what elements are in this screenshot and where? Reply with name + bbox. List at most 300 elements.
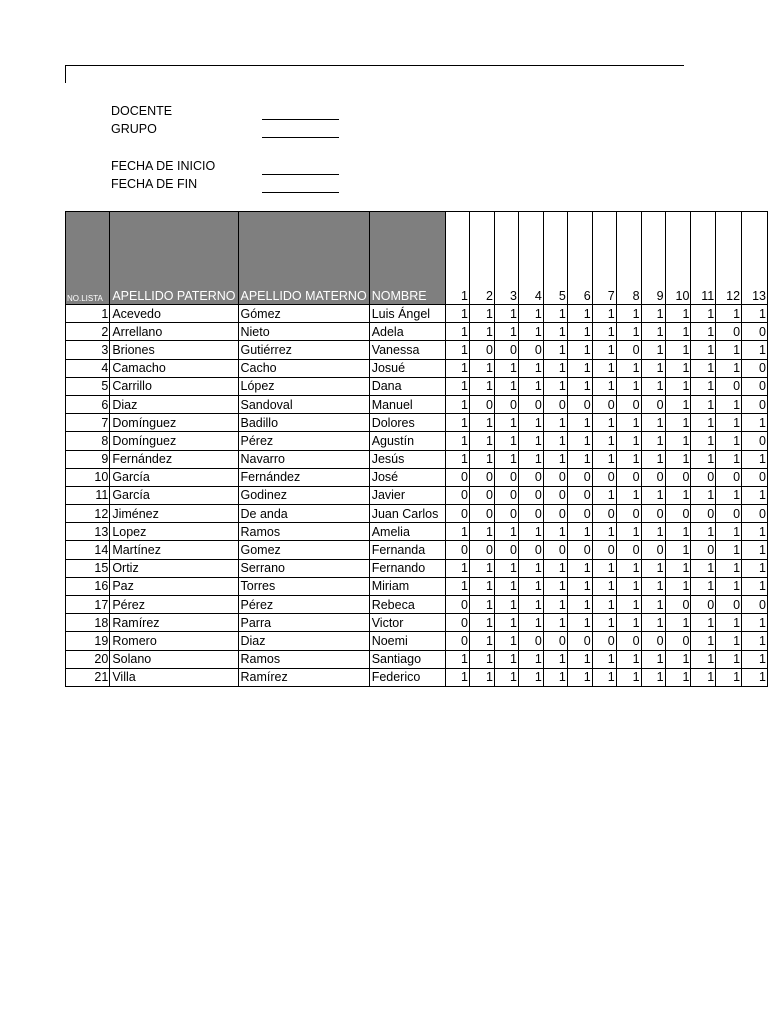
cell-no-lista[interactable]: 9 [66, 450, 110, 468]
cell-attendance-mark[interactable]: 1 [518, 450, 543, 468]
cell-attendance-mark[interactable]: 1 [742, 650, 768, 668]
cell-attendance-mark[interactable]: 0 [445, 468, 469, 486]
cell-attendance-mark[interactable]: 1 [518, 596, 543, 614]
cell-attendance-mark[interactable]: 1 [691, 432, 716, 450]
column-header-day[interactable]: 5 [543, 212, 567, 305]
cell-attendance-mark[interactable]: 1 [445, 341, 469, 359]
cell-attendance-mark[interactable]: 0 [470, 541, 495, 559]
cell-apellido-materno[interactable]: Cacho [238, 359, 369, 377]
column-header-day[interactable]: 9 [641, 212, 665, 305]
cell-attendance-mark[interactable]: 0 [567, 468, 592, 486]
cell-attendance-mark[interactable]: 1 [616, 305, 641, 323]
cell-attendance-mark[interactable]: 0 [445, 614, 469, 632]
cell-attendance-mark[interactable]: 0 [742, 359, 768, 377]
cell-apellido-materno[interactable]: Ramos [238, 650, 369, 668]
cell-apellido-materno[interactable]: Gómez [238, 305, 369, 323]
cell-attendance-mark[interactable]: 0 [494, 541, 518, 559]
cell-no-lista[interactable]: 2 [66, 323, 110, 341]
cell-attendance-mark[interactable]: 1 [665, 450, 691, 468]
cell-attendance-mark[interactable]: 0 [616, 468, 641, 486]
cell-attendance-mark[interactable]: 1 [543, 523, 567, 541]
cell-attendance-mark[interactable]: 1 [543, 559, 567, 577]
cell-attendance-mark[interactable]: 1 [567, 450, 592, 468]
cell-attendance-mark[interactable]: 1 [470, 305, 495, 323]
cell-attendance-mark[interactable]: 1 [691, 632, 716, 650]
cell-attendance-mark[interactable]: 0 [470, 505, 495, 523]
cell-attendance-mark[interactable]: 1 [691, 305, 716, 323]
cell-attendance-mark[interactable]: 1 [567, 523, 592, 541]
cell-attendance-mark[interactable]: 1 [494, 632, 518, 650]
column-header-day[interactable]: 7 [592, 212, 616, 305]
cell-apellido-materno[interactable]: Pérez [238, 596, 369, 614]
cell-attendance-mark[interactable]: 1 [592, 596, 616, 614]
cell-attendance-mark[interactable]: 1 [543, 614, 567, 632]
cell-attendance-mark[interactable]: 1 [592, 341, 616, 359]
cell-nombre[interactable]: Victor [369, 614, 445, 632]
cell-attendance-mark[interactable]: 1 [665, 668, 691, 686]
cell-no-lista[interactable]: 6 [66, 395, 110, 413]
cell-attendance-mark[interactable]: 1 [543, 577, 567, 595]
cell-attendance-mark[interactable]: 1 [445, 395, 469, 413]
cell-attendance-mark[interactable]: 0 [592, 505, 616, 523]
cell-attendance-mark[interactable]: 1 [616, 414, 641, 432]
cell-attendance-mark[interactable]: 0 [518, 468, 543, 486]
cell-attendance-mark[interactable]: 1 [445, 668, 469, 686]
cell-attendance-mark[interactable]: 1 [691, 341, 716, 359]
cell-apellido-paterno[interactable]: Martínez [110, 541, 238, 559]
cell-attendance-mark[interactable]: 0 [716, 468, 742, 486]
cell-attendance-mark[interactable]: 1 [445, 523, 469, 541]
cell-apellido-paterno[interactable]: Paz [110, 577, 238, 595]
cell-apellido-paterno[interactable]: Camacho [110, 359, 238, 377]
cell-attendance-mark[interactable]: 1 [616, 559, 641, 577]
cell-no-lista[interactable]: 11 [66, 486, 110, 504]
cell-attendance-mark[interactable]: 1 [716, 668, 742, 686]
cell-attendance-mark[interactable]: 0 [494, 341, 518, 359]
cell-attendance-mark[interactable]: 1 [543, 377, 567, 395]
cell-attendance-mark[interactable]: 1 [716, 305, 742, 323]
cell-apellido-paterno[interactable]: Briones [110, 341, 238, 359]
cell-attendance-mark[interactable]: 1 [494, 432, 518, 450]
cell-attendance-mark[interactable]: 0 [592, 468, 616, 486]
cell-attendance-mark[interactable]: 1 [641, 559, 665, 577]
cell-attendance-mark[interactable]: 1 [470, 377, 495, 395]
cell-attendance-mark[interactable]: 1 [518, 305, 543, 323]
cell-apellido-materno[interactable]: Ramírez [238, 668, 369, 686]
cell-attendance-mark[interactable]: 1 [742, 523, 768, 541]
cell-attendance-mark[interactable]: 1 [641, 341, 665, 359]
cell-nombre[interactable]: Miriam [369, 577, 445, 595]
cell-attendance-mark[interactable]: 1 [691, 395, 716, 413]
cell-no-lista[interactable]: 7 [66, 414, 110, 432]
cell-attendance-mark[interactable]: 0 [616, 395, 641, 413]
cell-attendance-mark[interactable]: 1 [470, 359, 495, 377]
cell-attendance-mark[interactable]: 1 [518, 650, 543, 668]
cell-attendance-mark[interactable]: 1 [518, 614, 543, 632]
cell-attendance-mark[interactable]: 0 [691, 541, 716, 559]
cell-attendance-mark[interactable]: 1 [592, 414, 616, 432]
cell-attendance-mark[interactable]: 1 [592, 486, 616, 504]
cell-attendance-mark[interactable]: 1 [665, 486, 691, 504]
cell-apellido-materno[interactable]: Diaz [238, 632, 369, 650]
cell-attendance-mark[interactable]: 1 [567, 359, 592, 377]
cell-attendance-mark[interactable]: 1 [543, 341, 567, 359]
column-header-day[interactable]: 3 [494, 212, 518, 305]
cell-attendance-mark[interactable]: 1 [494, 523, 518, 541]
cell-attendance-mark[interactable]: 1 [641, 450, 665, 468]
column-header-day[interactable]: 2 [470, 212, 495, 305]
fecha-inicio-field[interactable] [262, 174, 339, 175]
cell-attendance-mark[interactable]: 1 [616, 650, 641, 668]
cell-no-lista[interactable]: 14 [66, 541, 110, 559]
cell-attendance-mark[interactable]: 1 [592, 450, 616, 468]
cell-apellido-materno[interactable]: Nieto [238, 323, 369, 341]
cell-attendance-mark[interactable]: 1 [665, 305, 691, 323]
cell-nombre[interactable]: Noemi [369, 632, 445, 650]
cell-attendance-mark[interactable]: 0 [543, 486, 567, 504]
cell-attendance-mark[interactable]: 1 [445, 650, 469, 668]
cell-attendance-mark[interactable]: 1 [470, 577, 495, 595]
cell-attendance-mark[interactable]: 1 [592, 305, 616, 323]
cell-attendance-mark[interactable]: 1 [665, 614, 691, 632]
cell-attendance-mark[interactable]: 1 [742, 486, 768, 504]
cell-attendance-mark[interactable]: 1 [494, 559, 518, 577]
cell-attendance-mark[interactable]: 0 [742, 395, 768, 413]
cell-attendance-mark[interactable]: 1 [716, 614, 742, 632]
cell-no-lista[interactable]: 4 [66, 359, 110, 377]
cell-attendance-mark[interactable]: 1 [691, 523, 716, 541]
cell-attendance-mark[interactable]: 0 [716, 596, 742, 614]
cell-attendance-mark[interactable]: 1 [691, 377, 716, 395]
cell-attendance-mark[interactable]: 1 [567, 614, 592, 632]
cell-attendance-mark[interactable]: 1 [691, 668, 716, 686]
cell-attendance-mark[interactable]: 0 [567, 486, 592, 504]
cell-nombre[interactable]: Dolores [369, 414, 445, 432]
cell-apellido-paterno[interactable]: García [110, 468, 238, 486]
cell-attendance-mark[interactable]: 0 [445, 632, 469, 650]
cell-apellido-paterno[interactable]: García [110, 486, 238, 504]
cell-attendance-mark[interactable]: 0 [470, 486, 495, 504]
cell-attendance-mark[interactable]: 1 [494, 305, 518, 323]
cell-attendance-mark[interactable]: 0 [641, 395, 665, 413]
cell-apellido-materno[interactable]: Godinez [238, 486, 369, 504]
cell-attendance-mark[interactable]: 1 [470, 614, 495, 632]
cell-apellido-materno[interactable]: De anda [238, 505, 369, 523]
cell-attendance-mark[interactable]: 1 [592, 523, 616, 541]
cell-attendance-mark[interactable]: 1 [641, 596, 665, 614]
cell-attendance-mark[interactable]: 1 [641, 359, 665, 377]
fecha-fin-field[interactable] [262, 192, 339, 193]
cell-nombre[interactable]: Fernando [369, 559, 445, 577]
cell-attendance-mark[interactable]: 1 [518, 377, 543, 395]
cell-attendance-mark[interactable]: 1 [665, 577, 691, 595]
cell-attendance-mark[interactable]: 0 [543, 468, 567, 486]
cell-attendance-mark[interactable]: 1 [616, 486, 641, 504]
cell-attendance-mark[interactable]: 1 [445, 359, 469, 377]
cell-attendance-mark[interactable]: 1 [742, 541, 768, 559]
cell-apellido-paterno[interactable]: Carrillo [110, 377, 238, 395]
cell-attendance-mark[interactable]: 0 [543, 632, 567, 650]
cell-attendance-mark[interactable]: 1 [470, 450, 495, 468]
column-header-apellido-materno[interactable]: APELLIDO MATERNO [238, 212, 369, 305]
cell-attendance-mark[interactable]: 1 [470, 650, 495, 668]
cell-nombre[interactable]: José [369, 468, 445, 486]
cell-attendance-mark[interactable]: 1 [494, 450, 518, 468]
cell-attendance-mark[interactable]: 1 [665, 359, 691, 377]
cell-attendance-mark[interactable]: 0 [470, 468, 495, 486]
cell-attendance-mark[interactable]: 1 [716, 632, 742, 650]
cell-attendance-mark[interactable]: 0 [445, 505, 469, 523]
cell-attendance-mark[interactable]: 0 [518, 632, 543, 650]
cell-attendance-mark[interactable]: 1 [494, 596, 518, 614]
cell-nombre[interactable]: Agustín [369, 432, 445, 450]
cell-attendance-mark[interactable]: 0 [518, 505, 543, 523]
cell-attendance-mark[interactable]: 1 [445, 377, 469, 395]
cell-attendance-mark[interactable]: 1 [494, 377, 518, 395]
cell-apellido-materno[interactable]: López [238, 377, 369, 395]
cell-attendance-mark[interactable]: 0 [518, 486, 543, 504]
cell-attendance-mark[interactable]: 0 [691, 596, 716, 614]
column-header-no-lista[interactable]: NO.LISTA [66, 212, 110, 305]
cell-attendance-mark[interactable]: 1 [543, 650, 567, 668]
cell-nombre[interactable]: Amelia [369, 523, 445, 541]
cell-attendance-mark[interactable]: 1 [742, 414, 768, 432]
cell-attendance-mark[interactable]: 1 [641, 486, 665, 504]
cell-attendance-mark[interactable]: 1 [616, 668, 641, 686]
cell-attendance-mark[interactable]: 0 [742, 377, 768, 395]
cell-apellido-materno[interactable]: Fernández [238, 468, 369, 486]
cell-attendance-mark[interactable]: 1 [567, 414, 592, 432]
cell-attendance-mark[interactable]: 1 [543, 359, 567, 377]
cell-attendance-mark[interactable]: 1 [691, 559, 716, 577]
cell-attendance-mark[interactable]: 1 [691, 577, 716, 595]
cell-apellido-paterno[interactable]: Solano [110, 650, 238, 668]
cell-attendance-mark[interactable]: 1 [616, 377, 641, 395]
cell-attendance-mark[interactable]: 1 [470, 668, 495, 686]
cell-attendance-mark[interactable]: 1 [567, 559, 592, 577]
cell-attendance-mark[interactable]: 0 [445, 541, 469, 559]
column-header-day[interactable]: 4 [518, 212, 543, 305]
cell-attendance-mark[interactable]: 1 [665, 377, 691, 395]
cell-no-lista[interactable]: 8 [66, 432, 110, 450]
cell-attendance-mark[interactable]: 1 [518, 668, 543, 686]
cell-attendance-mark[interactable]: 1 [641, 614, 665, 632]
cell-attendance-mark[interactable]: 1 [691, 414, 716, 432]
column-header-day[interactable]: 11 [691, 212, 716, 305]
cell-attendance-mark[interactable]: 1 [470, 596, 495, 614]
cell-attendance-mark[interactable]: 1 [567, 596, 592, 614]
cell-apellido-paterno[interactable]: Fernández [110, 450, 238, 468]
cell-attendance-mark[interactable]: 1 [518, 432, 543, 450]
cell-attendance-mark[interactable]: 1 [742, 559, 768, 577]
cell-no-lista[interactable]: 1 [66, 305, 110, 323]
cell-nombre[interactable]: Jesús [369, 450, 445, 468]
cell-attendance-mark[interactable]: 0 [742, 323, 768, 341]
cell-attendance-mark[interactable]: 1 [641, 414, 665, 432]
docente-field[interactable] [262, 119, 339, 120]
cell-attendance-mark[interactable]: 1 [543, 668, 567, 686]
cell-attendance-mark[interactable]: 1 [616, 359, 641, 377]
cell-apellido-materno[interactable]: Pérez [238, 432, 369, 450]
cell-attendance-mark[interactable]: 1 [641, 650, 665, 668]
cell-attendance-mark[interactable]: 0 [567, 541, 592, 559]
cell-attendance-mark[interactable]: 1 [494, 414, 518, 432]
cell-apellido-materno[interactable]: Badillo [238, 414, 369, 432]
cell-nombre[interactable]: Javier [369, 486, 445, 504]
cell-apellido-materno[interactable]: Serrano [238, 559, 369, 577]
cell-attendance-mark[interactable]: 1 [518, 523, 543, 541]
cell-attendance-mark[interactable]: 1 [518, 414, 543, 432]
cell-attendance-mark[interactable]: 0 [641, 505, 665, 523]
cell-attendance-mark[interactable]: 1 [445, 323, 469, 341]
cell-attendance-mark[interactable]: 0 [616, 632, 641, 650]
cell-attendance-mark[interactable]: 0 [716, 323, 742, 341]
cell-no-lista[interactable]: 19 [66, 632, 110, 650]
cell-attendance-mark[interactable]: 1 [470, 632, 495, 650]
cell-attendance-mark[interactable]: 1 [567, 305, 592, 323]
cell-attendance-mark[interactable]: 1 [543, 596, 567, 614]
cell-attendance-mark[interactable]: 0 [641, 468, 665, 486]
cell-nombre[interactable]: Vanessa [369, 341, 445, 359]
cell-attendance-mark[interactable]: 1 [592, 432, 616, 450]
cell-attendance-mark[interactable]: 1 [665, 432, 691, 450]
cell-attendance-mark[interactable]: 1 [665, 323, 691, 341]
cell-attendance-mark[interactable]: 1 [641, 323, 665, 341]
cell-attendance-mark[interactable]: 0 [691, 505, 716, 523]
cell-attendance-mark[interactable]: 1 [616, 432, 641, 450]
cell-attendance-mark[interactable]: 0 [543, 541, 567, 559]
cell-attendance-mark[interactable]: 0 [665, 632, 691, 650]
cell-nombre[interactable]: Josué [369, 359, 445, 377]
cell-attendance-mark[interactable]: 1 [716, 541, 742, 559]
cell-attendance-mark[interactable]: 0 [470, 341, 495, 359]
cell-attendance-mark[interactable]: 1 [716, 577, 742, 595]
cell-attendance-mark[interactable]: 1 [592, 377, 616, 395]
column-header-day[interactable]: 1 [445, 212, 469, 305]
cell-attendance-mark[interactable]: 1 [665, 395, 691, 413]
cell-attendance-mark[interactable]: 1 [567, 377, 592, 395]
cell-attendance-mark[interactable]: 1 [470, 323, 495, 341]
cell-attendance-mark[interactable]: 1 [470, 432, 495, 450]
cell-attendance-mark[interactable]: 0 [567, 395, 592, 413]
cell-attendance-mark[interactable]: 0 [494, 395, 518, 413]
cell-attendance-mark[interactable]: 1 [445, 305, 469, 323]
column-header-day[interactable]: 10 [665, 212, 691, 305]
cell-attendance-mark[interactable]: 0 [494, 486, 518, 504]
cell-attendance-mark[interactable]: 1 [494, 614, 518, 632]
cell-attendance-mark[interactable]: 1 [567, 650, 592, 668]
cell-attendance-mark[interactable]: 0 [716, 377, 742, 395]
cell-attendance-mark[interactable]: 1 [567, 341, 592, 359]
cell-attendance-mark[interactable]: 1 [742, 577, 768, 595]
cell-attendance-mark[interactable]: 1 [641, 577, 665, 595]
cell-apellido-materno[interactable]: Gutiérrez [238, 341, 369, 359]
cell-attendance-mark[interactable]: 1 [716, 450, 742, 468]
cell-no-lista[interactable]: 20 [66, 650, 110, 668]
cell-attendance-mark[interactable]: 1 [592, 668, 616, 686]
cell-attendance-mark[interactable]: 1 [716, 341, 742, 359]
cell-attendance-mark[interactable]: 1 [543, 432, 567, 450]
cell-attendance-mark[interactable]: 1 [543, 450, 567, 468]
cell-attendance-mark[interactable]: 1 [445, 414, 469, 432]
cell-attendance-mark[interactable]: 1 [616, 577, 641, 595]
cell-attendance-mark[interactable]: 0 [494, 505, 518, 523]
cell-no-lista[interactable]: 18 [66, 614, 110, 632]
cell-attendance-mark[interactable]: 1 [494, 650, 518, 668]
cell-attendance-mark[interactable]: 0 [518, 395, 543, 413]
cell-attendance-mark[interactable]: 1 [616, 523, 641, 541]
cell-attendance-mark[interactable]: 0 [518, 541, 543, 559]
cell-attendance-mark[interactable]: 1 [716, 395, 742, 413]
cell-nombre[interactable]: Manuel [369, 395, 445, 413]
cell-no-lista[interactable]: 5 [66, 377, 110, 395]
cell-attendance-mark[interactable]: 1 [494, 668, 518, 686]
cell-attendance-mark[interactable]: 1 [691, 486, 716, 504]
cell-attendance-mark[interactable]: 1 [665, 541, 691, 559]
cell-nombre[interactable]: Rebeca [369, 596, 445, 614]
cell-attendance-mark[interactable]: 0 [641, 541, 665, 559]
cell-attendance-mark[interactable]: 0 [494, 468, 518, 486]
cell-attendance-mark[interactable]: 0 [445, 596, 469, 614]
cell-attendance-mark[interactable]: 1 [691, 614, 716, 632]
cell-apellido-materno[interactable]: Ramos [238, 523, 369, 541]
cell-attendance-mark[interactable]: 0 [641, 632, 665, 650]
cell-attendance-mark[interactable]: 1 [691, 359, 716, 377]
cell-apellido-paterno[interactable]: Pérez [110, 596, 238, 614]
cell-apellido-paterno[interactable]: Diaz [110, 395, 238, 413]
cell-attendance-mark[interactable]: 1 [716, 486, 742, 504]
cell-attendance-mark[interactable]: 1 [445, 450, 469, 468]
cell-attendance-mark[interactable]: 1 [592, 559, 616, 577]
cell-attendance-mark[interactable]: 0 [616, 505, 641, 523]
cell-attendance-mark[interactable]: 0 [665, 596, 691, 614]
cell-attendance-mark[interactable]: 1 [716, 359, 742, 377]
column-header-day[interactable]: 12 [716, 212, 742, 305]
cell-nombre[interactable]: Luis Ángel [369, 305, 445, 323]
cell-attendance-mark[interactable]: 1 [742, 614, 768, 632]
cell-attendance-mark[interactable]: 1 [567, 577, 592, 595]
cell-apellido-paterno[interactable]: Lopez [110, 523, 238, 541]
cell-attendance-mark[interactable]: 1 [543, 414, 567, 432]
cell-attendance-mark[interactable]: 1 [518, 559, 543, 577]
cell-attendance-mark[interactable]: 0 [716, 505, 742, 523]
cell-attendance-mark[interactable]: 1 [470, 559, 495, 577]
cell-apellido-materno[interactable]: Parra [238, 614, 369, 632]
cell-attendance-mark[interactable]: 1 [470, 414, 495, 432]
cell-attendance-mark[interactable]: 1 [742, 668, 768, 686]
cell-attendance-mark[interactable]: 1 [445, 559, 469, 577]
cell-attendance-mark[interactable]: 0 [616, 341, 641, 359]
cell-attendance-mark[interactable]: 0 [543, 395, 567, 413]
cell-attendance-mark[interactable]: 1 [641, 377, 665, 395]
cell-apellido-paterno[interactable]: Acevedo [110, 305, 238, 323]
cell-attendance-mark[interactable]: 1 [592, 323, 616, 341]
cell-no-lista[interactable]: 13 [66, 523, 110, 541]
cell-no-lista[interactable]: 21 [66, 668, 110, 686]
column-header-day[interactable]: 6 [567, 212, 592, 305]
cell-no-lista[interactable]: 3 [66, 341, 110, 359]
column-header-day[interactable]: 8 [616, 212, 641, 305]
cell-attendance-mark[interactable]: 1 [494, 359, 518, 377]
cell-attendance-mark[interactable]: 1 [742, 305, 768, 323]
cell-attendance-mark[interactable]: 0 [445, 486, 469, 504]
cell-attendance-mark[interactable]: 1 [716, 523, 742, 541]
cell-attendance-mark[interactable]: 1 [742, 450, 768, 468]
cell-apellido-paterno[interactable]: Romero [110, 632, 238, 650]
cell-attendance-mark[interactable]: 1 [592, 650, 616, 668]
cell-attendance-mark[interactable]: 1 [567, 323, 592, 341]
cell-apellido-paterno[interactable]: Ramírez [110, 614, 238, 632]
